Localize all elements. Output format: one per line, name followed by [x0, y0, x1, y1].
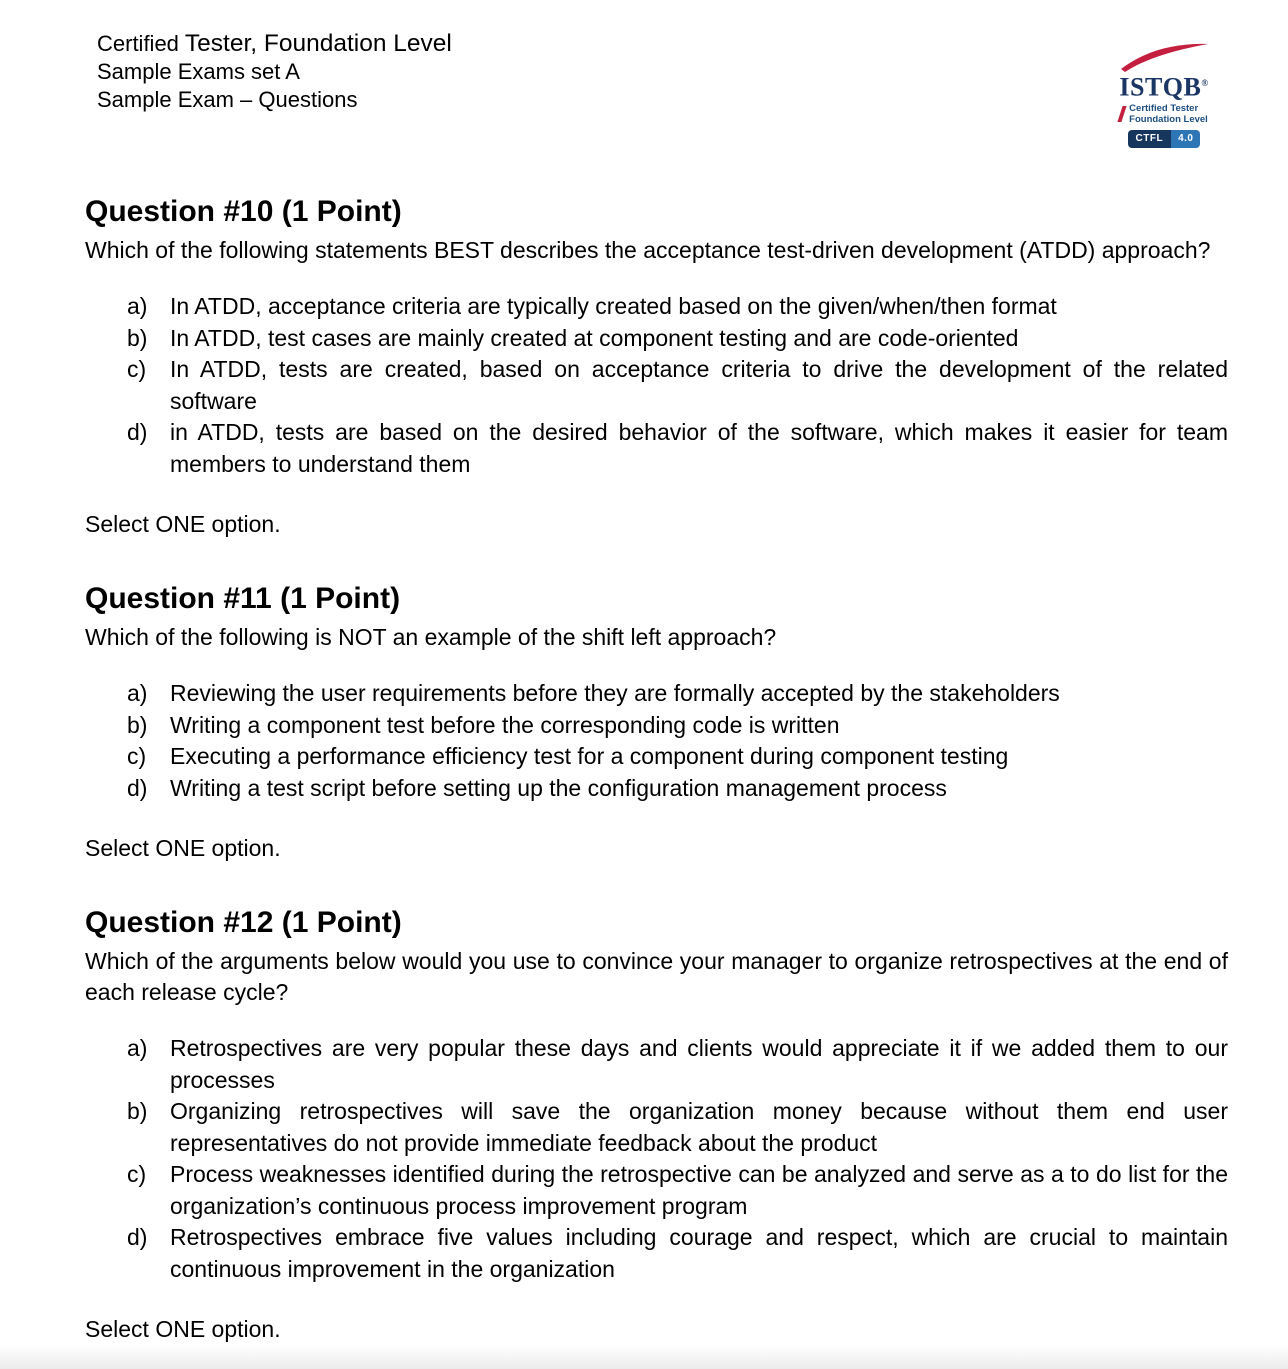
option-text: Organizing retrospectives will save the organization money because without them end user representatives do not provide immediate feedback about the product	[170, 1098, 1228, 1156]
select-note: Select ONE option.	[85, 835, 281, 861]
question-prompt: Which of the following statements BEST describes the acceptance test-driven development (ATDD) approach?	[85, 237, 1211, 263]
logo-badge-ctfl: CTFL	[1128, 130, 1172, 148]
option-letter: d)	[127, 419, 148, 445]
logo-brand	[1118, 70, 1210, 101]
logo-tagline-line-2: Foundation Level	[1129, 114, 1208, 126]
question-title: Question #12 (1 Point)	[85, 906, 402, 939]
option-row	[127, 323, 1228, 355]
option-letter: a)	[127, 293, 148, 319]
option-letter: c)	[127, 1161, 147, 1187]
option-letter: c)	[127, 743, 147, 769]
logo-tagline	[1129, 103, 1208, 126]
question-prompt: Which of the arguments below would you use to convince your manager to organize retrospectives at the end of each release cycle?	[85, 948, 1228, 1005]
header-line-3: Sample Exam – Questions	[97, 87, 358, 112]
option-letter: a)	[127, 680, 148, 706]
options-list	[127, 678, 1228, 804]
option-text: Retrospectives embrace five values including courage and respect, which are crucial to maintain continuous improvement in the organization	[170, 1224, 1228, 1282]
option-letter: b)	[127, 1098, 148, 1124]
option-row	[127, 678, 1228, 710]
option-letter: a)	[127, 1035, 148, 1061]
option-row	[127, 773, 1228, 805]
question-prompt: Which of the following is NOT an example of the shift left approach?	[85, 624, 777, 650]
header-line-1-part-1: Certified	[97, 31, 179, 56]
option-letter: d)	[127, 774, 148, 801]
logo-badge	[1128, 130, 1201, 148]
option-row	[127, 417, 1228, 480]
logo-badge-version: 4.0	[1171, 130, 1200, 148]
question-10	[85, 195, 1228, 540]
option-row	[127, 1096, 1228, 1159]
option-row	[127, 1159, 1228, 1222]
options-list	[127, 291, 1228, 480]
istqb-logo	[1118, 42, 1210, 148]
header-line-1	[97, 30, 1208, 58]
question-title: Question #10 (1 Point)	[85, 195, 402, 228]
option-text: In ATDD, test cases are mainly created at component testing and are code-oriented	[170, 324, 1019, 351]
option-row	[127, 291, 1228, 323]
option-row	[127, 1222, 1228, 1285]
option-text: Retrospectives are very popular these days and clients would appreciate it if we added them to our processes	[170, 1035, 1228, 1093]
option-letter: b)	[127, 324, 148, 351]
page-bottom-edge	[0, 1345, 1288, 1369]
question-11	[85, 582, 1228, 864]
option-text: Reviewing the user requirements before they are formally accepted by the stakeholders	[170, 680, 1060, 706]
question-title: Question #11 (1 Point)	[85, 582, 401, 615]
option-letter: b)	[127, 711, 148, 738]
option-text: Process weaknesses identified during the retrospective can be analyzed and serve as a to do list for the organization’s continuous process improvement program	[170, 1161, 1228, 1219]
logo-swoosh-icon	[1118, 42, 1210, 72]
option-text: Writing a component test before the corresponding code is written	[170, 711, 840, 738]
header-line-2: Sample Exams set A	[97, 59, 300, 84]
option-row	[127, 710, 1228, 742]
option-text: in ATDD, tests are based on the desired behavior of the software, which makes it easier for team members to understand them	[170, 419, 1228, 477]
select-note: Select ONE option.	[85, 511, 281, 537]
select-note: Select ONE option.	[85, 1316, 281, 1342]
option-text: In ATDD, tests are created, based on acceptance criteria to drive the development of the related software	[170, 356, 1228, 414]
option-text: In ATDD, acceptance criteria are typically created based on the given/when/then format	[170, 293, 1057, 319]
option-letter: d)	[127, 1224, 148, 1250]
option-row	[127, 741, 1228, 773]
option-row	[127, 1033, 1228, 1096]
option-text: Writing a test script before setting up the configuration management process	[170, 774, 947, 801]
header-line-1-part-2: Tester, Foundation Level	[184, 30, 452, 57]
questions-content	[85, 195, 1228, 1345]
option-letter: c)	[127, 356, 147, 382]
question-12	[85, 906, 1228, 1345]
header-lines	[97, 30, 1208, 114]
red-slash-icon	[1118, 106, 1127, 122]
option-row	[127, 354, 1228, 417]
logo-brand-text: ISTQB	[1119, 72, 1202, 102]
logo-tagline-row	[1118, 103, 1210, 126]
options-list	[127, 1033, 1228, 1285]
logo-tagline-line-1: Certified Tester	[1129, 102, 1199, 114]
registered-mark: ®	[1201, 78, 1209, 88]
doc-header	[97, 30, 1208, 114]
option-text: Executing a performance efficiency test for a component during component testing	[170, 743, 1009, 769]
